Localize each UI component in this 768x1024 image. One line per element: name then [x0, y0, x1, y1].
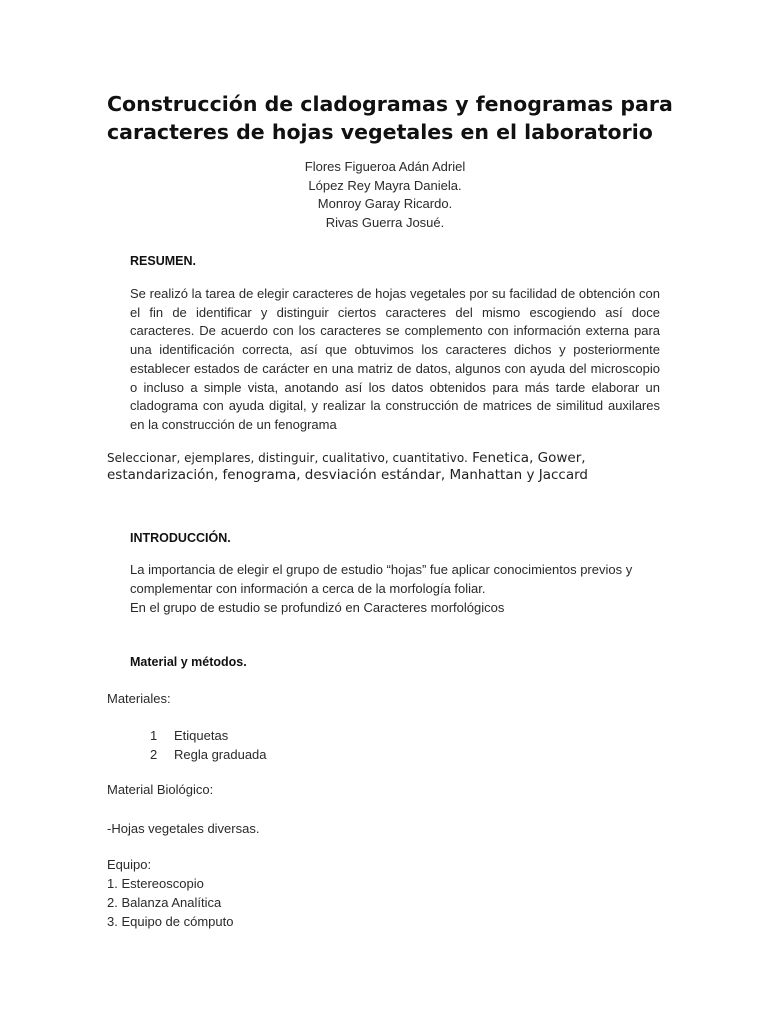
equipment-item: 2. Balanza Analítica — [107, 895, 222, 910]
list-number: 1 — [150, 728, 158, 743]
keywords-part-a: Seleccionar, ejemplares, distinguir, cualitativo, cuantitativo. — [107, 451, 468, 465]
list-label: Regla graduada — [174, 746, 267, 762]
author-name: Rivas Guerra Josué. — [325, 214, 445, 230]
biological-label: Material Biológico: — [107, 782, 214, 797]
equipment-item: 3. Equipo de cómputo — [107, 914, 234, 929]
abstract-text: Se realizó la tarea de elegir caracteres de hojas vegetales por su facilidad de obtención con el fin de identificar y distinguir ciertos caracteres del mismo escogiendo así doce caracteres. De acuerdo con los caracteres se complemento con información externa para una identificación correcta, así que obtuvimos los caracteres dichos y posteriormente establecer estados de carácter en una matriz de datos, algunos con ayuda del microscopio o incluso a simple vista, anotando así los datos obtenidos para más tarde elaborar un cladograma con ayuda digital, y realizar la construcción de matrices de similitud auxilares en la construcción de un fenograma — [130, 286, 660, 432]
equipment-item: 1. Estereoscopio — [107, 876, 204, 891]
list-item — [150, 727, 267, 746]
list-item — [150, 746, 267, 765]
list-label: Etiquetas — [174, 728, 229, 743]
introduction-text: La importancia de elegir el grupo de estudio “hojas” fue aplicar conocimientos previos y complementar con información a cerca de la morfología foliar. — [130, 562, 633, 596]
author-name: López Rey Mayra Daniela. — [308, 177, 462, 193]
methods-heading: Material y métodos. — [130, 655, 247, 669]
keywords — [107, 447, 667, 483]
introduction-heading: INTRODUCCIÓN. — [130, 531, 231, 545]
materials-list — [150, 727, 267, 764]
equipment-label: Equipo: — [107, 857, 152, 872]
author-name: Flores Figueroa Adán Adriel — [304, 159, 466, 174]
list-number: 2 — [150, 746, 158, 762]
keywords-line-2: estandarización, fenograma, desviación estándar, Manhattan y Jaccard — [107, 467, 588, 483]
author-list — [200, 158, 570, 232]
biological-item: -Hojas vegetales diversas. — [107, 821, 260, 836]
keywords-part-b: Fenetica, Gower, — [467, 450, 586, 466]
introduction-text-2: En el grupo de estudio se profundizó en Caracteres morfológicos — [130, 600, 505, 615]
document-title: Construcción de cladogramas y fenogramas para caracteres de hojas vegetales en el laboratorio — [107, 92, 673, 144]
materials-label: Materiales: — [107, 691, 171, 706]
author-name: Monroy Garay Ricardo. — [317, 196, 453, 211]
abstract-heading: RESUMEN. — [130, 254, 196, 268]
